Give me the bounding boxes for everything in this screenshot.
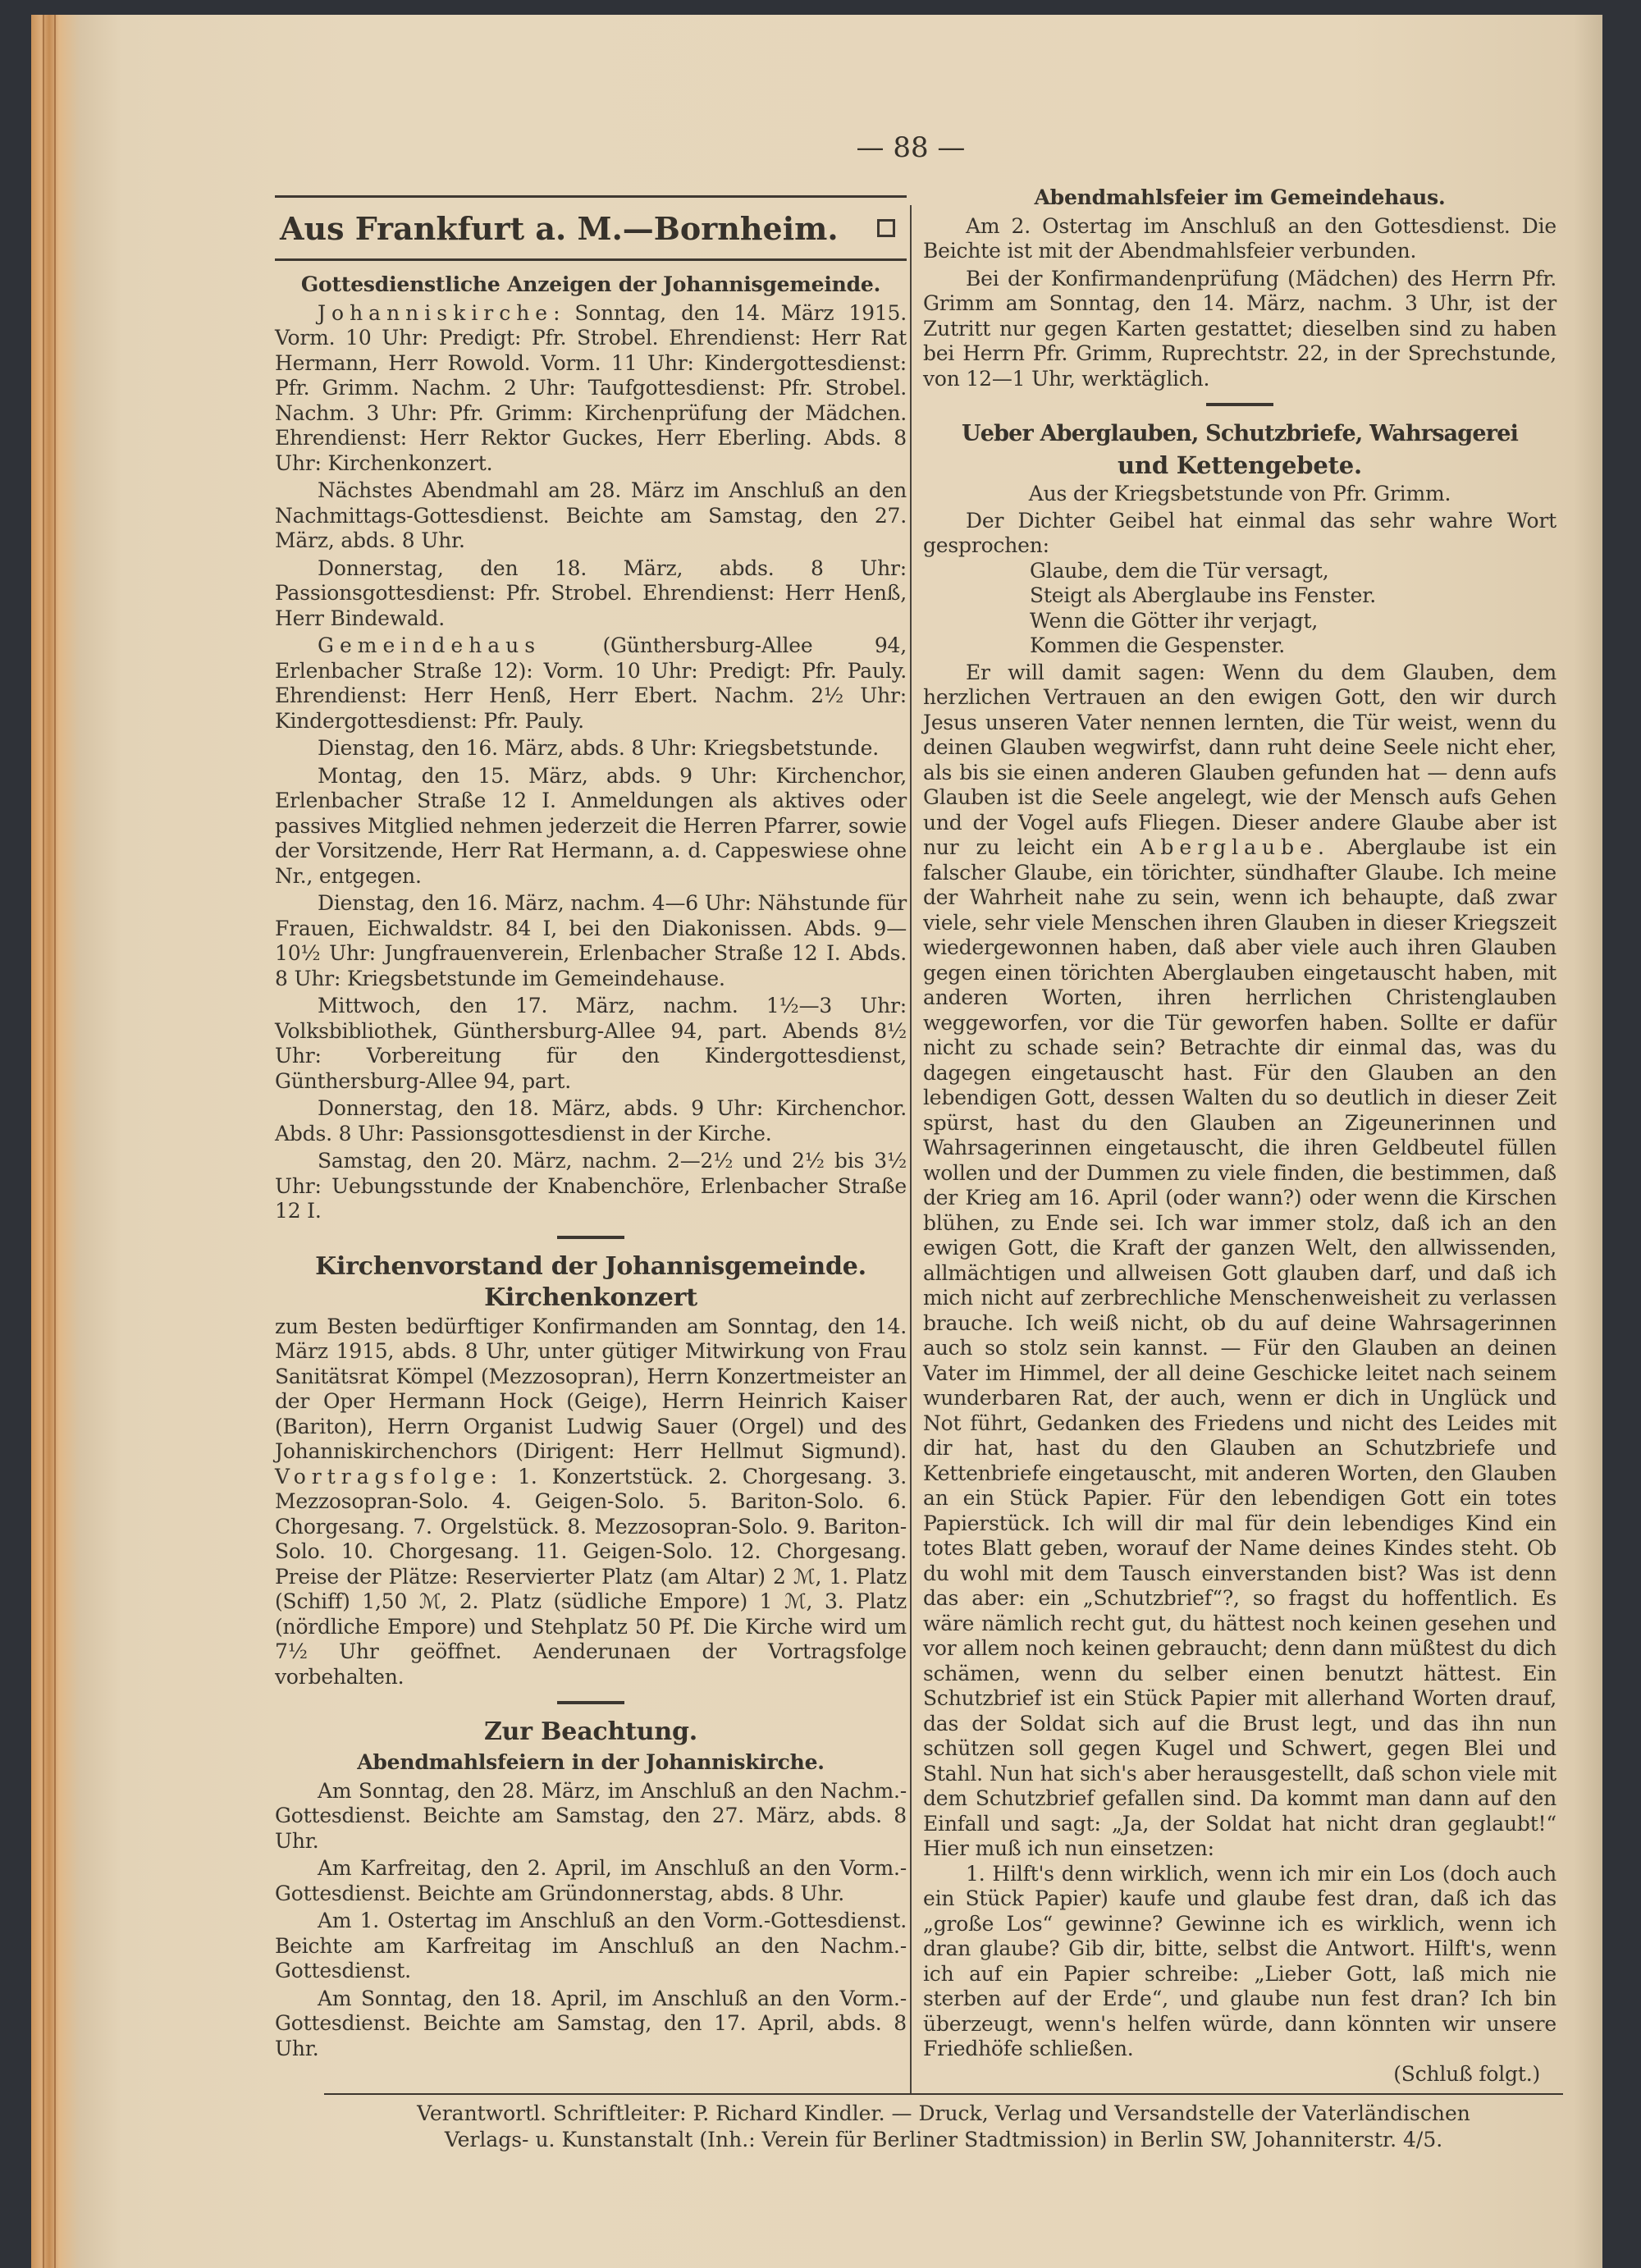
text: Nächstes Abendmahl am 28. März im Anschluß an den Nachmittags-Gottesdienst. Beichte am Samstag, den 27. März, abds. 8 Uhr. xyxy=(275,478,907,552)
heading-kirchenkonzert: Kirchenkonzert xyxy=(484,1283,697,1312)
divider xyxy=(557,1701,624,1704)
announcement-paragraph xyxy=(275,301,907,477)
poem-line: Steigt als Aberglaube ins Fenster. xyxy=(1030,583,1376,607)
imprint-line-1: Verantwortl. Schriftleiter: P. Richard Kindler. — Druck, Verlag und Versandstelle der Vaterländischen xyxy=(417,2101,1470,2125)
column-divider xyxy=(910,205,912,2093)
article-heading: Ueber Aberglauben, Schutzbriefe, Wahrsagerei xyxy=(961,421,1519,446)
heading-kirchenvorstand: Kirchenvorstand der Johannisgemeinde. xyxy=(315,1251,866,1281)
paragraph: Bei der Konfirmandenprüfung (Mädchen) des Herrn Pfr. Grimm am Sonntag, den 14. März, nachm. 3 Uhr, ist der Zutritt nur gegen Karten gestattet; dieselben sind zu haben bei Herrn Pfr. Grimm, Ruprechtstr. 22, in der Sprechstunde, von 12—1 Uhr, werktäglich. xyxy=(923,266,1556,391)
subheading: Abendmahlsfeier im Gemeindehaus. xyxy=(1034,185,1446,209)
announcement-paragraph xyxy=(275,994,907,1094)
spaced-text: Vortragsfolge: xyxy=(275,1464,504,1488)
spaced-lead: Gemeindehaus xyxy=(318,633,542,657)
announcement-paragraph xyxy=(275,1096,907,1146)
text: Montag, den 15. März, abds. 9 Uhr: Kirchenchor, Erlenbacher Straße 12 I. Anmeldungen als aktives oder passives Mitglied nehmen jederzeit die Herren Pfarrer, sowie der Vorsitzende, Herr Rat Hermann, a. d. Cappeswiese ohne Nr., entgegen. xyxy=(275,763,907,888)
text: Dienstag, den 16. März, abds. 8 Uhr: Kriegsbetstunde. xyxy=(318,736,879,760)
imprint-line-2: Verlags- u. Kunstanstalt (Inh.: Verein für Berliner Stadtmission) in Berlin SW, Johanniterstr. 4/5. xyxy=(444,2128,1443,2151)
announcement-paragraph xyxy=(275,764,907,889)
text: Dienstag, den 16. März, nachm. 4—6 Uhr: Nähstunde für Frauen, Eichwaldstr. 84 I, bei den Diakonissen. Abds. 9—10½ Uhr: Jungfrauenverein, Erlenbacher Straße 12 I. Abds. 8 Uhr: Kriegsbetstunde im Gemeindehause. xyxy=(275,891,907,990)
text: zum Besten bedürftiger Konfirmanden am Sonntag, den 14. März 1915, abds. 8 Uhr, unter gütiger Mitwirkung von Frau Sanitätsrat Kömpel (Mezzosopran), Herrn Konzertmeister an der Oper Hermann Hock (Geige), Herrn Heinrich Kaiser (Bariton), Herrn Organist Ludwig Sauer (Orgel) und des Johanniskirchenchors (Dirigent: Herr Hellmut Sigmund). xyxy=(275,1314,907,1463)
announcement-paragraph xyxy=(275,891,907,991)
poem-line: Kommen die Gespenster. xyxy=(1030,633,1285,657)
announcement-paragraph xyxy=(275,478,907,554)
text: (Günthersburg-Allee 94, Erlenbacher Straße 12): Vorm. 10 Uhr: Predigt: Pfr. Pauly. Ehrendienst: Herr Henß, Herr Ebert. Nachm. 2½ Uhr: Kindergottesdienst: Pfr. Pauly. xyxy=(275,633,907,733)
text: Mittwoch, den 17. März, nachm. 1½—3 Uhr: Volksbibliothek, Günthersburg-Allee 94, part. Abends 8½ Uhr: Vorbereitung für den Kindergottesdienst, Günthersburg-Allee 94, part. xyxy=(275,994,907,1093)
announcement-paragraph xyxy=(275,736,907,761)
text: 1. Konzertstück. 2. Chorgesang. 3. Mezzosopran-Solo. 4. Geigen-Solo. 5. Bariton-Solo. 6. Chorgesang. 7. Orgelstück. 8. Mezzosopran-Solo. 9. Bariton-Solo. 10. Chorgesang. 11. Geigen-Solo. 12. Chorgesang. Preise der Plätze: Reservierter Platz (am Altar) 2 ℳ, 1. Platz (Schiff) 1,50 ℳ, 2. Platz (südliche Empore) 1 ℳ, 3. Platz (nördliche Empore) und Stehplatz 50 Pf. Die Kirche wird um 7½ Uhr geöffnet. Aenderunaen der Vortragsfolge vorbehalten. xyxy=(275,1464,907,1689)
text: Donnerstag, den 18. März, abds. 8 Uhr: Passionsgottesdienst: Pfr. Strobel. Ehrendienst: Herr Henß, Herr Bindewald. xyxy=(275,556,907,630)
divider xyxy=(557,1236,624,1239)
text: Donnerstag, den 18. März, abds. 9 Uhr: Kirchenchor. Abds. 8 Uhr: Passionsgottesdienst in der Kirche. xyxy=(275,1096,907,1145)
continued-note: (Schluß folgt.) xyxy=(1393,2061,1540,2086)
text: Er will damit sagen: Wenn du dem Glauben, dem herzlichen Vertrauen an den ewigen Gott, den wir durch Jesus unseren Vater nennen lernten, die Tür weist, wenn du deinen Glauben wegwirfst, dann ruht deine Seele nicht eher, als bis sie einen anderen Glauben gefunden hat — denn aufs Glauben ist die Seele angelegt, wie der Mensch aufs Gehen und der Vogel aufs Fliegen. Dieser andere Glaube aber ist nur zu leicht ein xyxy=(923,660,1556,859)
footer-rule xyxy=(324,2093,1563,2095)
text: Samstag, den 20. März, nachm. 2—2½ und 2½ bis 3½ Uhr: Uebungsstunde der Knabenchöre, Erlenbacher Straße 12 I. xyxy=(275,1149,907,1223)
subheading: Abendmahlsfeiern in der Johanniskirche. xyxy=(357,1750,825,1774)
poem-line: Wenn die Götter ihr verjagt, xyxy=(1030,608,1319,633)
spaced-text: Aberglaube. xyxy=(1140,835,1330,859)
section-title: Aus Frankfurt a. M.—Bornheim. xyxy=(280,210,839,247)
paragraph: Am Sonntag, den 18. April, im Anschluß an den Vorm.-Gottesdienst. Beichte am Samstag, den 17. April, abds. 8 Uhr. xyxy=(275,1986,907,2060)
paragraph: 1. Hilft's denn wirklich, wenn ich mir ein Los (doch auch ein Stück Papier) kaufe und glaube fest dran, daß ich das „große Los“ gewinne? Gewinne ich es wirklich, wenn ich dran glaube? Gib dir, bitte, selbst die Antwort. Hilft's, wenn ich auf ein Papier schreibe: „Lieber Gott, laß mich nie sterben auf der Erde“, und glaube nun fest dran? Ich bin überzeugt, wenn's helfen würde, dann könnten wir unsere Friedhöfe schließen. xyxy=(923,1861,1556,2060)
divider xyxy=(1206,403,1273,406)
poem-line: Glaube, dem die Tür versagt, xyxy=(1030,558,1329,583)
paragraph: Am Sonntag, den 28. März, im Anschluß an den Nachm.-Gottesdienst. Beichte am Samstag, den 27. März, abds. 8 Uhr. xyxy=(275,1778,907,1853)
text: : Sonntag, den 14. März 1915. Vorm. 10 Uhr: Predigt: Pfr. Strobel. Ehrendienst: Herr Rat Hermann, Herr Rowold. Vorm. 11 Uhr: Kindergottesdienst: Pfr. Grimm. Nachm. 2 Uhr: Taufgottesdienst: Pfr. Strobel. Nachm. 3 Uhr: Pfr. Grimm: Kirchenprüfung der Mädchen. Ehrendienst: Herr Rektor Guckes, Herr Eberling. Abds. 8 Uhr: Kirchenkonzert. xyxy=(275,300,907,475)
page-edge xyxy=(43,15,44,2268)
byline: Aus der Kriegsbetstunde von Pfr. Grimm. xyxy=(1028,482,1451,505)
concert-paragraph xyxy=(275,1315,907,1690)
left-column xyxy=(275,195,907,2064)
paragraph: Am Karfreitag, den 2. April, im Anschluß an den Vorm.-Gottesdienst. Beichte am Gründonnerstag, abds. 8 Uhr. xyxy=(275,1856,907,1905)
heading-beachtung: Zur Beachtung. xyxy=(483,1717,698,1746)
text: Aberglaube ist ein falscher Glaube, ein törichter, sündhafter Glaube. Ich meine der Wahrheit nahe zu sein, wenn ich behaupte, daß zwar viele, sehr viele Menschen ihren Glauben in dieser Kriegszeit wiedergewonnen haben, daß aber viele auch ihren Glauben gegen einen törichten Aberglauben eingetauscht haben, mit anderen Worten, ihren herrlichen Christenglauben weggeworfen, vor die Tür geworfen haben. Sollte er dafür nicht zu schade sein? Betrachte dir einmal das, was du dagegen eingetauscht hast. Für den Glauben an den lebendigen Gott, dessen Walten du so deutlich in dieser Zeit spürst, hast du den Glauben an Zigeunerinnen und Wahrsagerinnen eingetauscht, die ihren Geldbeutel füllen wollen und der Dummen zu viele finden, die bestimmen, daß der Krieg am 16. April (oder wann?) oder wenn die Kirschen blühen, zu Ende sei. Ich war immer stolz, daß ich an den ewigen Gott, die Kraft der ganzen Welt, den allwissenden, allmächtigen und allweisen Gott glauben darf, und daß ich mich nicht auf zerbrechliche Menschenweisheit zu verlassen brauche. Ich weiß nicht, ob du auf deine Wahrsagerinnen auch so stolz sein kannst. — Für den Glauben an deinen Vater im Himmel, der all deine Geschicke leitet nach seinem wunderbaren Rat, der auch, wenn er dich in Unglück und Not führt, Gedanken des Friedens und nicht des Leides mit dir hat, hast du den Glauben an Schutzbriefe und Kettenbriefe eingetauscht, mit anderen Worten, den Glauben an ein Stück Papier. Für den lebendigen Gott ein totes Papierstück. Ich will dir mal für dein lebendiges Kind ein totes Blatt geben, worauf der Name deines Kindes steht. Ob du wohl mit dem Tausch einverstanden bist? Was ist denn das aber: ein „Schutzbrief“?, so fragst du hoffentlich. Es wäre nämlich recht gut, du hättest noch keinen gesehen und vor allem noch keinen gebraucht; denn dann müßtest du dich schämen, wenn du selber einen benutzt hättest. Ein Schutzbrief ist ein Stück Papier mit allerhand Worten drauf, das der Soldat sich auf die Brust legt, und das ihn nun schützen soll gegen Kugel und Schwert, gegen Blei und Stahl. Nun hat sich's aber herausgestellt, daß schon viele mit dem Schutzbrief gefallen sind. Da kommt man dann auf den Einfall und sagt: „Ja, der Soldat hat nicht dran geglaubt!“ Hier muß ich nun einsetzen: xyxy=(923,835,1556,1860)
subheading: Gottesdienstliche Anzeigen der Johannisgemeinde. xyxy=(300,272,881,296)
announcements xyxy=(275,301,907,1224)
announcement-paragraph xyxy=(275,1149,907,1224)
right-column xyxy=(923,182,1556,2087)
poem xyxy=(1030,559,1556,659)
announcement-paragraph xyxy=(275,633,907,734)
article-heading-line2: und Kettengebete. xyxy=(1118,451,1362,479)
article-body xyxy=(923,661,1556,1862)
page-number: — 88 — xyxy=(856,131,966,164)
square-ornament-icon xyxy=(877,219,895,237)
paragraph: Der Dichter Geibel hat einmal das sehr wahre Wort gesprochen: xyxy=(923,508,1556,557)
paragraph: Am 1. Ostertag im Anschluß an den Vorm.-Gottesdienst. Beichte am Karfreitag im Anschluß an den Nachm.-Gottesdienst. xyxy=(275,1909,907,1982)
page-edge xyxy=(54,15,56,2268)
spaced-lead: Johanniskirche xyxy=(318,300,554,325)
section-title-box xyxy=(275,195,907,261)
announcement-paragraph xyxy=(275,556,907,632)
paragraph: Am 2. Ostertag im Anschluß an den Gottesdienst. Die Beichte ist mit der Abendmahlsfeier verbunden. xyxy=(923,213,1556,263)
